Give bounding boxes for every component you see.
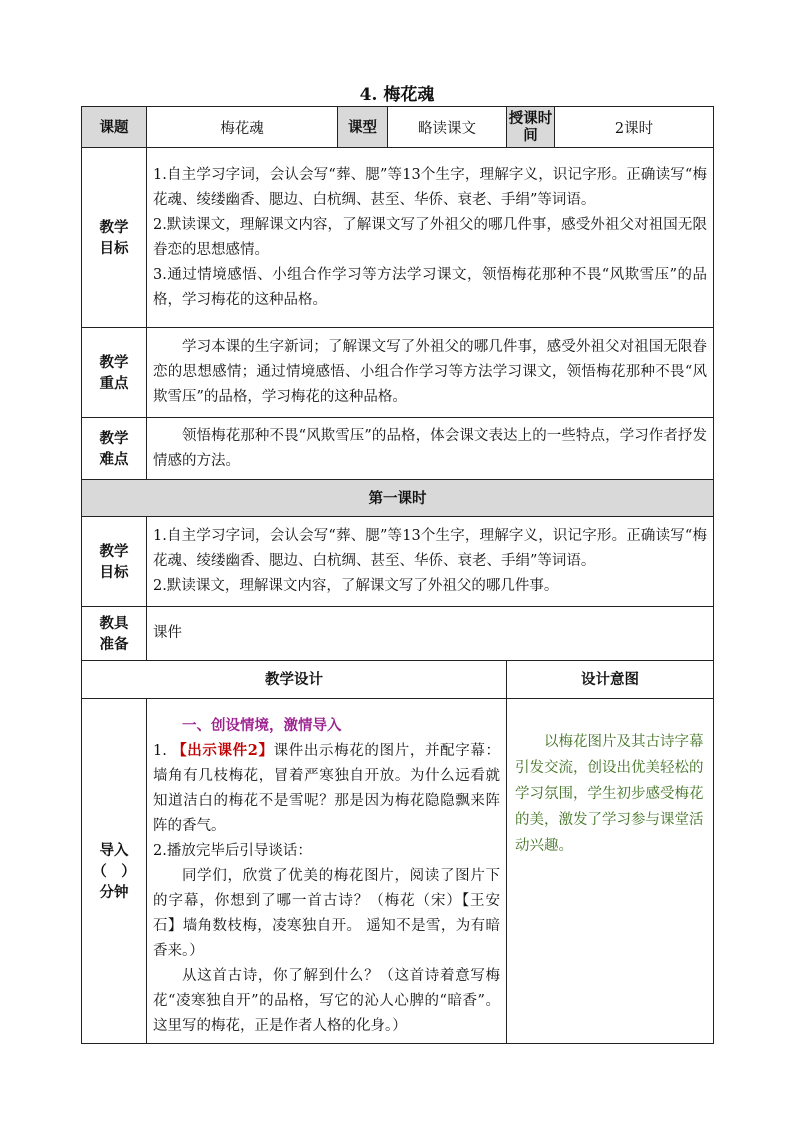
step1-text: 课件出示梅花的图片，并配字幕：墙角有几枝梅花，冒着严寒独自开放。为什么远看就知道洁白的梅花不是雪呢？那是因为梅花隐隐飘来阵阵的香气。 — [153, 743, 501, 834]
page-title: 4. 梅花魂 — [359, 85, 435, 105]
prep-value: 课件 — [147, 607, 714, 661]
lesson1-goal-item: 1.自主学习字词，会认会写“葬、腮”等13个生字，理解字义，识记字形。正确读写“梅花魂、绫缕幽香、腮边、白杭绸、甚至、华侨、衰老、手绢”等词语。 — [153, 528, 708, 569]
key-points-label: 教学重点 — [82, 328, 147, 418]
section-label — [82, 699, 147, 1044]
courseware-tag: 【出示课件2】 — [172, 742, 274, 759]
step1-number: 1. — [153, 743, 167, 759]
time-value: 2课时 — [555, 107, 714, 148]
lesson1-heading: 第一课时 — [82, 480, 714, 517]
goals-label: 教学目标 — [82, 148, 147, 328]
key-points-text: 学习本课的生字新词；了解课文写了外祖父的哪几件事，感受外祖父对祖国无限眷恋的思想感情；通过情境感悟、小组合作学习等方法学习课文，领悟梅花那种不畏“风欺雪压”的品格，学习梅花的这种品格。 — [147, 328, 714, 418]
lesson1-heading-row — [82, 480, 714, 517]
design-paragraph: 同学们，欣赏了优美的梅花图片，阅读了图片下的字幕，你想到了哪一首古诗？（梅花（宋）【王安石】墙角数枝梅，凌寒独自开。 遥知不是雪，为有暗香来。） — [153, 868, 500, 959]
lesson-plan-table — [81, 106, 714, 1044]
section-label-line: 导入 — [99, 841, 129, 859]
goal-item: 2.默读课文，理解课文内容，了解课文写了外祖父的哪几件事，感受外祖父对祖国无限眷恋的思想感情。 — [153, 216, 708, 258]
design-content — [147, 699, 507, 1044]
prep-row — [82, 607, 714, 661]
goals-content — [147, 148, 714, 328]
time-label: 授课时间 — [507, 107, 555, 148]
difficulties-row — [82, 418, 714, 480]
type-label: 课型 — [338, 107, 388, 148]
lesson1-goals-row — [82, 517, 714, 607]
header-row — [82, 107, 714, 148]
design-row — [82, 699, 714, 1044]
topic-value: 梅花魂 — [147, 107, 338, 148]
lesson1-goal-item: 2.默读课文，理解课文内容，了解课文写了外祖父的哪几件事。 — [153, 578, 559, 594]
difficulties-text: 领悟梅花那种不畏“风欺雪压”的品格，体会课文表达上的一些特点，学习作者抒发情感的方法。 — [147, 418, 714, 480]
lesson1-goals-label: 教学目标 — [82, 517, 147, 607]
design-header-row — [82, 661, 714, 699]
prep-label: 教具准备 — [82, 607, 147, 661]
design-paragraph: 从这首古诗，你了解到什么？（这首诗着意写梅花“凌寒独自开”的品格，写它的沁人心脾的“暗香”。这里写的梅花，正是作者人格的化身。） — [153, 968, 500, 1034]
topic-label: 课题 — [82, 107, 147, 148]
section-label-line: （ ） — [92, 862, 136, 880]
intent-text: 以梅花图片及其古诗字幕引发交流，创设出优美轻松的学习氛围，学生初步感受梅花的美，激发了学习参与课堂活动兴趣。 — [507, 699, 714, 1044]
type-value: 略读课文 — [388, 107, 507, 148]
goal-item: 3.通过情境感悟、小组合作学习等方法学习课文，领悟梅花那种不畏“风欺雪压”的品格，学习梅花的这种品格。 — [153, 266, 708, 308]
design-step-2: 2.播放完毕后引导谈话： — [153, 843, 312, 859]
section-label-line: 分钟 — [99, 883, 129, 901]
design-step-1 — [153, 738, 500, 839]
key-points-row — [82, 328, 714, 418]
design-header: 教学设计 — [82, 661, 507, 699]
intent-header: 设计意图 — [507, 661, 714, 699]
section-title: 一、创设情境，激情导入 — [182, 717, 342, 734]
lesson1-goals-content — [147, 517, 714, 607]
goal-item: 1.自主学习字词，会认会写“葬、腮”等13个生字，理解字义，识记字形。正确读写“梅花魂、绫缕幽香、腮边、白杭绸、甚至、华侨、衰老、手绢”等词语。 — [153, 166, 708, 208]
goals-row — [82, 148, 714, 328]
difficulties-label: 教学难点 — [82, 418, 147, 480]
